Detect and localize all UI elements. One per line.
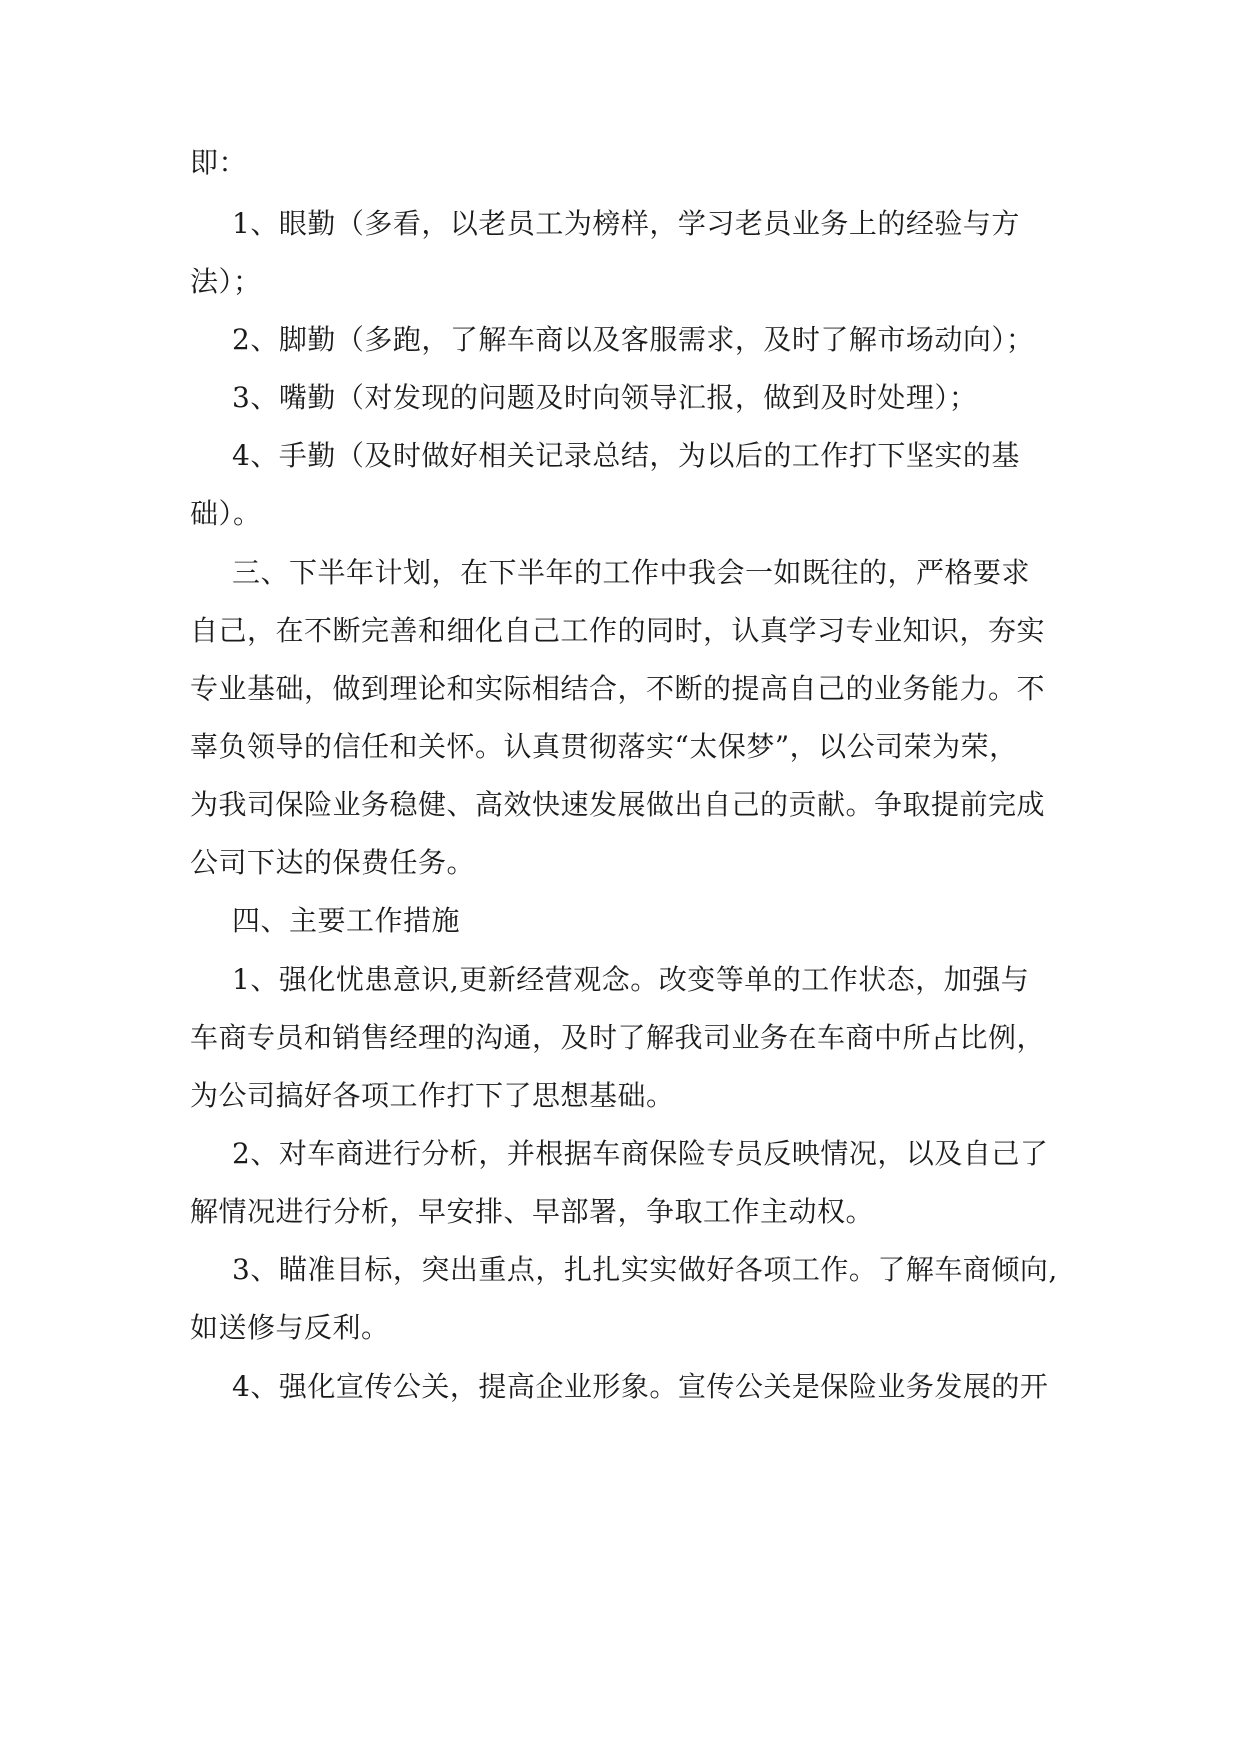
text-line: 础）。	[190, 497, 262, 530]
text-line: 自己，在不断完善和细化自己工作的同时，认真学习专业知识，夯实	[190, 614, 1046, 647]
text-line: 2、脚勤（多跑，了解车商以及客服需求，及时了解市场动向）；	[232, 323, 1035, 356]
text-line: 为我司保险业务稳健、高效快速发展做出自己的贡献。争取提前完成	[190, 788, 1046, 821]
text-line: 4、强化宣传公关，提高企业形象。宣传公关是保险业务发展的开	[232, 1370, 1049, 1403]
text-line: 专业基础，做到理论和实际相结合，不断的提高自己的业务能力。不	[190, 672, 1046, 705]
text-line: 为公司搞好各项工作打下了思想基础。	[190, 1079, 675, 1112]
text-line: 即：	[190, 146, 248, 179]
text-line: 3、嘴勤（对发现的问题及时向领导汇报，做到及时处理）；	[232, 381, 978, 414]
text-line: 2、对车商进行分析，并根据车商保险专员反映情况，以及自己了	[232, 1137, 1049, 1170]
text-line: 四、主要工作措施	[232, 904, 461, 937]
text-line: 解情况进行分析，早安排、早部署，争取工作主动权。	[190, 1195, 875, 1228]
text-line: 三、下半年计划，在下半年的工作中我会一如既往的，严格要求	[232, 556, 1031, 589]
text-line: 3、瞄准目标，突出重点，扎扎实实做好各项工作。了解车商倾向,	[232, 1253, 1058, 1286]
text-line: 1、眼勤（多看，以老员工为榜样，学习老员业务上的经验与方	[232, 207, 1020, 240]
text-line: 4、手勤（及时做好相关记录总结，为以后的工作打下坚实的基	[232, 439, 1020, 472]
text-line: 车商专员和销售经理的沟通，及时了解我司业务在车商中所占比例，	[190, 1021, 1046, 1054]
text-line: 辜负领导的信任和关怀。认真贯彻落实“太保梦”，以公司荣为荣，	[190, 730, 1018, 763]
text-line: 法）；	[190, 265, 262, 298]
text-line: 如送修与反利。	[190, 1311, 390, 1344]
text-line: 公司下达的保费任务。	[190, 846, 476, 879]
text-line: 1、强化忧患意识,更新经营观念。改变等单的工作状态，加强与	[232, 963, 1030, 996]
